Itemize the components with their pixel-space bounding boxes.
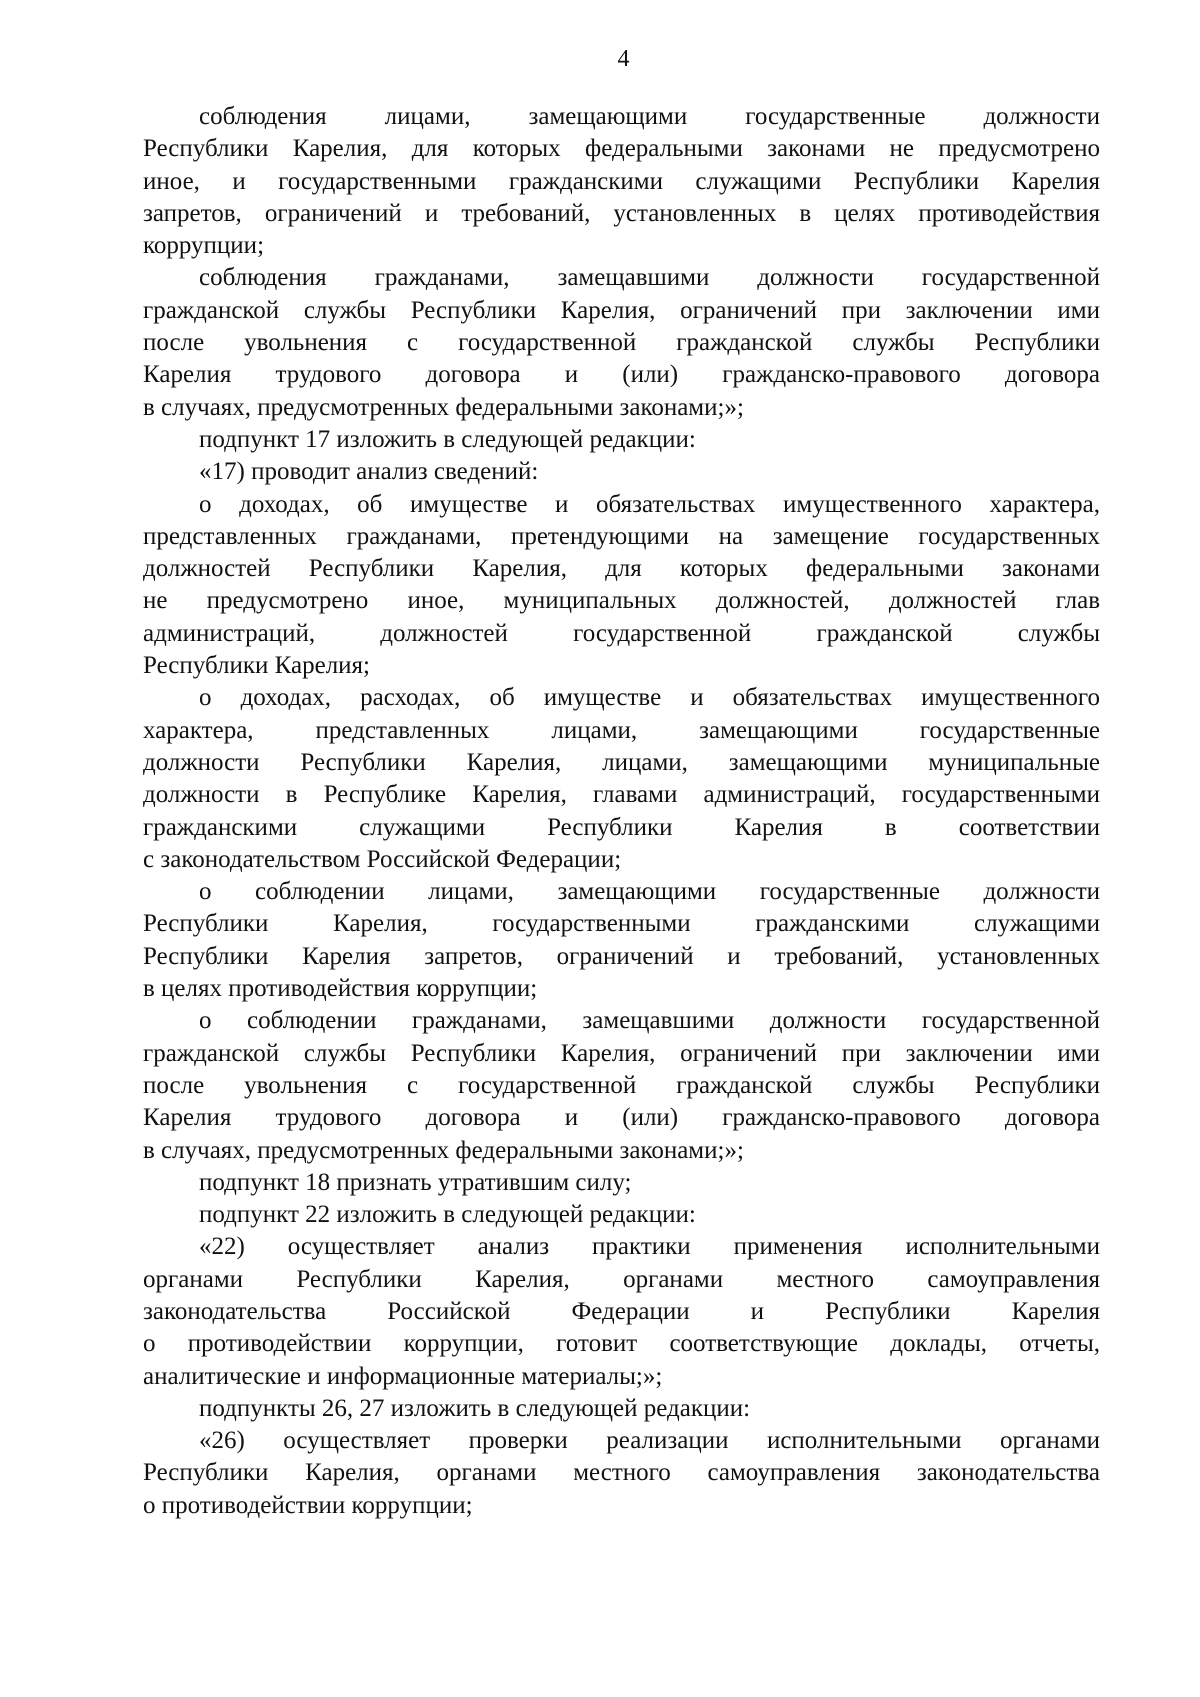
- text-line: после увольнения с государственной гражданской службы Республики: [143, 1071, 1100, 1099]
- text-line: Республики Карелия, органами местного самоуправления законодательства: [143, 1459, 1100, 1487]
- paragraph: [143, 682, 1100, 876]
- text-line: «26) осуществляет проверки реализации исполнительными органами: [199, 1427, 1100, 1455]
- text-line: в целях противодействия коррупции;: [143, 975, 538, 1003]
- text-line: о противодействии коррупции, готовит соответствующие доклады, отчеты,: [143, 1330, 1100, 1358]
- text-line: подпункт 18 признать утратившим силу;: [199, 1168, 632, 1196]
- text-line: законодательства Российской Федерации и Республики Карелия: [143, 1297, 1100, 1325]
- paragraph: [143, 1393, 1100, 1425]
- text-line: соблюдения лицами, замещающими государственные должности: [199, 103, 1100, 130]
- text-line: о соблюдении лицами, замещающими государственные должности: [199, 878, 1100, 906]
- text-line: подпункт 22 изложить в следующей редакции:: [199, 1201, 696, 1229]
- text-line: запретов, ограничений и требований, установленных в целях противодействия: [143, 199, 1100, 227]
- text-line: Республики Карелия, государственными гражданскими служащими: [143, 910, 1100, 938]
- text-line: о противодействии коррупции;: [143, 1491, 473, 1519]
- text-line: о доходах, об имуществе и обязательствах имущественного характера,: [199, 490, 1100, 518]
- text-line: должности Республики Карелия, лицами, замещающими муниципальные: [143, 748, 1100, 776]
- text-line: иное, и государственными гражданскими служащими Республики Карелия: [143, 167, 1100, 195]
- document-body: [143, 101, 1100, 1522]
- paragraph: [143, 1231, 1100, 1392]
- paragraph: [143, 1199, 1100, 1231]
- paragraph: [143, 101, 1100, 262]
- paragraph: [143, 456, 1100, 488]
- text-line: аналитические и информационные материалы;»;: [143, 1362, 663, 1390]
- text-line: с законодательством Российской Федерации;: [143, 845, 622, 873]
- text-line: характера, представленных лицами, замещающими государственные: [143, 716, 1100, 744]
- paragraph: [143, 1005, 1100, 1166]
- text-line: органами Республики Карелия, органами местного самоуправления: [143, 1265, 1100, 1293]
- paragraph: [143, 876, 1100, 1005]
- text-line: гражданской службы Республики Карелия, ограничений при заключении ими: [143, 296, 1100, 324]
- text-line: администраций, должностей государственной гражданской службы: [143, 619, 1100, 647]
- text-line: подпункт 17 изложить в следующей редакции:: [199, 425, 696, 453]
- text-line: Республики Карелия, для которых федеральными законами не предусмотрено: [143, 135, 1100, 163]
- text-line: подпункты 26, 27 изложить в следующей редакции:: [199, 1394, 751, 1422]
- page-number: 4: [617, 46, 630, 72]
- text-line: коррупции;: [143, 232, 265, 260]
- paragraph: [143, 262, 1100, 423]
- text-line: гражданской службы Республики Карелия, ограничений при заключении ими: [143, 1039, 1100, 1067]
- text-line: должности в Республике Карелия, главами администраций, государственными: [143, 781, 1100, 809]
- text-line: «22) осуществляет анализ практики применения исполнительными: [199, 1233, 1100, 1261]
- text-line: после увольнения с государственной гражданской службы Республики: [143, 329, 1100, 357]
- paragraph: [143, 1167, 1100, 1199]
- text-line: о доходах, расходах, об имуществе и обязательствах имущественного: [199, 684, 1100, 712]
- paragraph: [143, 424, 1100, 456]
- text-line: представленных гражданами, претендующими на замещение государственных: [143, 522, 1100, 550]
- text-line: «17) проводит анализ сведений:: [199, 458, 539, 486]
- text-line: соблюдения гражданами, замещавшими должности государственной: [199, 264, 1100, 292]
- text-line: в случаях, предусмотренных федеральными законами;»;: [143, 393, 744, 421]
- text-line: о соблюдении гражданами, замещавшими должности государственной: [199, 1007, 1100, 1035]
- paragraph: [143, 489, 1100, 683]
- text-line: гражданскими служащими Республики Карелия в соответствии: [143, 813, 1100, 841]
- text-line: Карелия трудового договора и (или) гражданско-правового договора: [143, 1104, 1100, 1132]
- text-line: Республики Карелия;: [143, 652, 371, 680]
- text-line: в случаях, предусмотренных федеральными законами;»;: [143, 1136, 744, 1164]
- text-line: Республики Карелия запретов, ограничений и требований, установленных: [143, 942, 1100, 970]
- paragraph: [143, 1425, 1100, 1522]
- text-line: не предусмотрено иное, муниципальных должностей, должностей глав: [143, 587, 1100, 615]
- text-line: должностей Республики Карелия, для которых федеральными законами: [143, 555, 1100, 583]
- text-line: Карелия трудового договора и (или) гражданско-правового договора: [143, 361, 1100, 389]
